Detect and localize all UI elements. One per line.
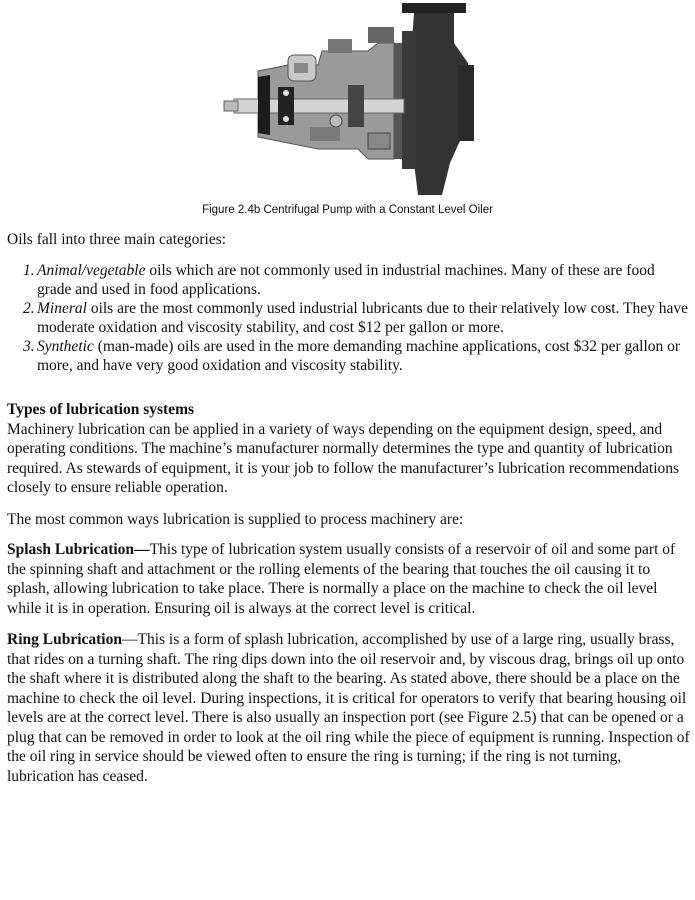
list-item <box>7 261 690 299</box>
section-types <box>7 400 690 498</box>
centrifugal-pump-illustration <box>218 3 476 201</box>
ring-paragraph <box>7 630 690 786</box>
list-text: oils which are not commonly used in industrial machines. Many of these are food grade and used in food applications. <box>37 262 655 298</box>
list-text: oils are the most commonly used industrial lubricants due to their relatively low cost. They have moderate oxidation and viscosity stability, and cost $12 per gallon or more. <box>37 300 689 336</box>
oil-categories-list <box>7 261 690 375</box>
intro-text: Oils fall into three main categories: <box>7 231 227 248</box>
list-term: Synthetic <box>37 338 94 355</box>
ring-body: —This is a form of splash lubrication, accomplished by use of a large ring, usually brass, that rides on a turning shaft. The ring dips down into the oil reservoir and, by viscous drag, brings oil up onto the shaft where it is distributed along the shaft to the bearing. As stated above, there should be a place on the machine to check the oil level. During inspections, it is critical for operators to verify that bearing housing oil levels are at the correct level. There is also usually an inspection port (see Figure 2.5) that can be opened or a plug that can be removed in order to look at the oil ring while the piece of equipment is running. Inspection of the oil ring in service should be viewed often to ensure the ring is turning; if the ring is not turning, lubrication has ceased. <box>7 631 690 785</box>
section-heading: Types of lubrication systems <box>7 401 195 418</box>
list-number: 3. <box>23 338 35 355</box>
ring-heading: Ring Lubrication <box>7 631 122 648</box>
list-number: 1. <box>23 262 35 279</box>
figure <box>0 0 695 220</box>
figure-caption: Figure 2.4b Centrifugal Pump with a Constant Level Oiler <box>202 204 493 216</box>
list-text: (man-made) oils are used in the more demanding machine applications, cost $32 per gallon or more, and have very good oxidation and viscosity stability. <box>37 338 681 374</box>
splash-body: This type of lubrication system usually consists of a reservoir of oil and some part of the spinning shaft and attachment or the rolling elements of the bearing that touches the oil causing it to splash, allowing lubrication to take place. There is normally a place on the machine to check the oil level while it is in operation. Ensuring oil is always at the correct level is critical. <box>7 541 676 617</box>
section-body: Machinery lubrication can be applied in a variety of ways depending on the equipment design, speed, and operating conditions. The machine’s manufacturer normally determines the type and quantity of lubrication required. As stewards of equipment, it is your job to follow the manufacturer’s lubrication recommendations closely to ensure reliable operation. <box>7 420 680 496</box>
splash-heading: Splash Lubrication— <box>7 541 150 558</box>
list-number: 2. <box>23 300 35 317</box>
list-term: Mineral <box>37 300 87 317</box>
list-item <box>7 337 690 375</box>
splash-paragraph <box>7 540 690 618</box>
list-term: Animal/vegetable <box>37 262 146 279</box>
list-item <box>7 299 690 337</box>
common-ways-text: The most common ways lubrication is supplied to process machinery are: <box>7 511 464 528</box>
